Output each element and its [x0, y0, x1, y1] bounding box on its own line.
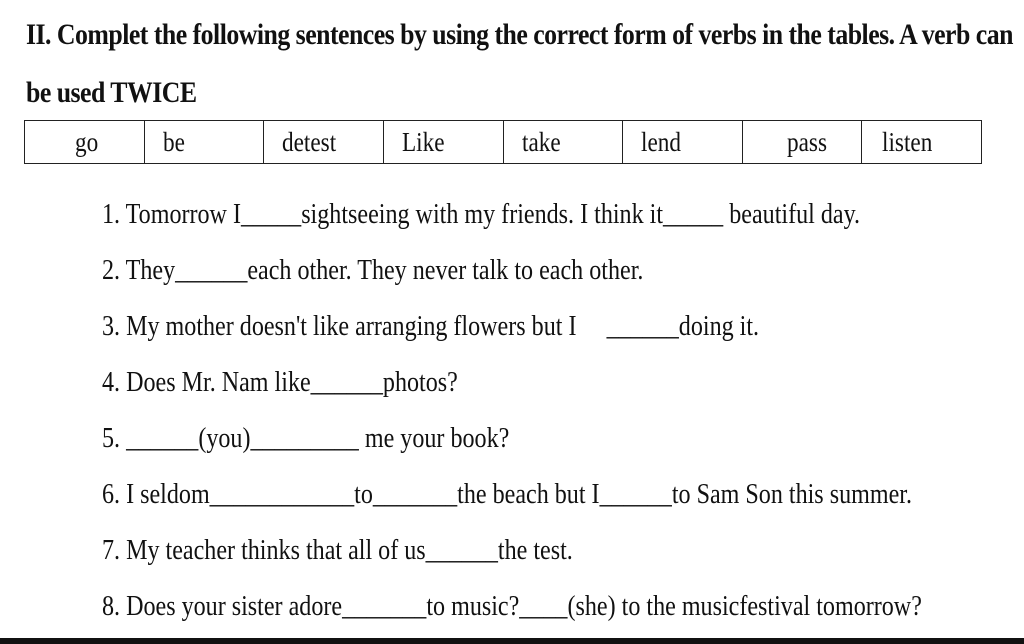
exercise-instruction	[26, 6, 1013, 122]
verb-text: pass	[786, 126, 827, 157]
instruction-line-1: II. Complet the following sentences by using the correct form of verbs in the tables. A verb can	[26, 18, 1013, 51]
verb-text: listen	[882, 126, 933, 157]
verb-cell	[383, 121, 503, 164]
verb-cell	[264, 121, 384, 164]
sentence-4: 4. Does Mr. Nam like______photos?	[102, 367, 458, 398]
verb-cell	[144, 121, 264, 164]
sentence-8: 8. Does your sister adore_______to music?____(she) to the musicfestival tomorrow?	[102, 591, 922, 622]
sentence-5: 5. ______(you)_________ me your book?	[102, 423, 510, 454]
sentence-6: 6. I seldom____________to_______the beach but I______to Sam Son this summer.	[102, 479, 912, 510]
verb-text: detest	[282, 126, 337, 157]
verb-cell	[862, 121, 982, 164]
verb-cell	[623, 121, 743, 164]
verb-table	[24, 120, 982, 164]
sentence-2: 2. They______each other. They never talk to each other.	[102, 255, 644, 286]
verb-text: be	[162, 126, 185, 157]
sentence-3: 3. My mother doesn't like arranging flowers but I ______doing it.	[102, 311, 760, 342]
verb-cell	[742, 121, 862, 164]
instruction-line-2: be used TWICE	[26, 76, 197, 109]
verb-text: go	[75, 126, 99, 157]
verb-text: take	[521, 126, 561, 157]
sentence-1: 1. Tomorrow I_____sightseeing with my friends. I think it_____ beautiful day.	[102, 199, 861, 230]
verb-cell	[25, 121, 145, 164]
verb-text: Like	[401, 126, 445, 157]
verb-table-row	[25, 121, 982, 164]
sentence-7: 7. My teacher thinks that all of us______the test.	[102, 535, 573, 566]
verb-cell	[503, 121, 623, 164]
bottom-divider	[0, 638, 1024, 644]
verb-text: lend	[641, 126, 682, 157]
